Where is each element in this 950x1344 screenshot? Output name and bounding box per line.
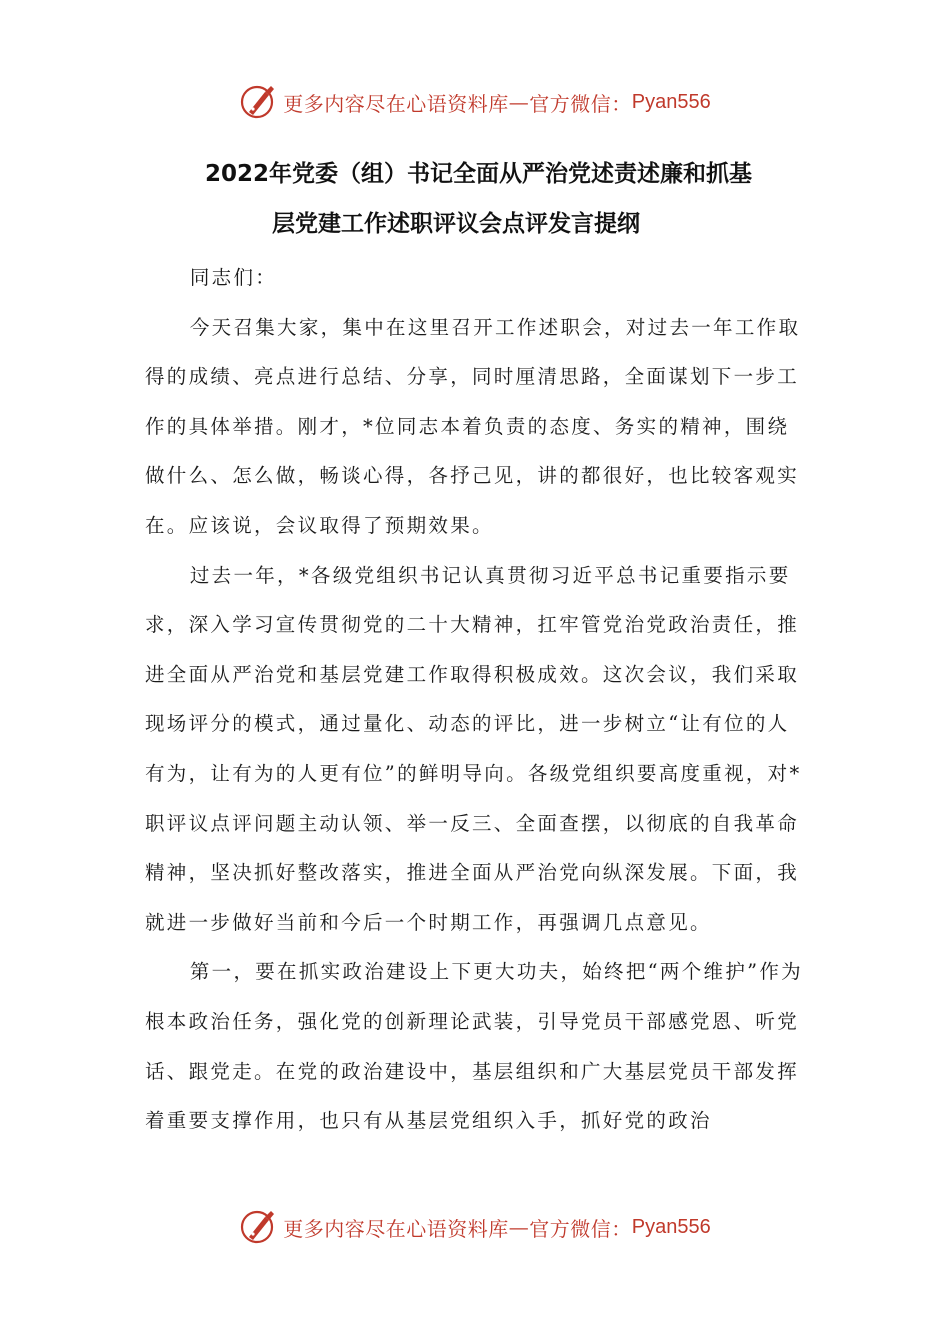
watermark-brand: 更多内容尽在心语资料库: [283, 91, 509, 116]
watermark-banner-top: [0, 80, 950, 124]
paragraph: 第一，要在抓实政治建设上下更大功夫，始终把“两个维护”作为根本政治任务，强化党的创新理论武装，引导党员干部感党恩、听党话、跟党走。在党的政治建设中，基层组织和广大基层党员干部发挥着重要支撑作用，也只有从基层党组织入手，抓好党的政治: [145, 960, 803, 1133]
paragraph: 过去一年，*各级党组织书记认真贯彻习近平总书记重要指示要求，深入学习宣传贯彻党的二十大精神，扛牢管党治党政治责任，推进全面从严治党和基层党建工作取得积极成效。这次会议，我们采取现场评分的模式，通过量化、动态的评比，进一步树立“让有位的人有为，让有为的人更有位”的鲜明导向。各级党组织要高度重视，对*职评议点评问题主动认领、举一反三、全面查摆，以彻底的自我革命精神，坚决抓好整改落实，推进全面从严治党向纵深发展。下面，我就进一步做好当前和今后一个时期工作，再强调几点意见。: [145, 563, 802, 934]
document-title-line2: 层党建工作述职评议会点评发言提纲: [272, 211, 640, 237]
watermark-wechat-label: 官方微信：: [529, 1216, 632, 1241]
paragraph: 今天召集大家，集中在这里召开工作述职会，对过去一年工作取得的成绩、亮点进行总结、分享，同时厘清思路，全面谋划下一步工作的具体举措。刚才，*位同志本着负责的态度、务实的精神，围绕做什么、怎么做，畅谈心得，各抒己见，讲的都很好，也比较客观实在。应该说，会议取得了预期效果。: [145, 315, 801, 537]
watermark-wechat-id: Pyan556: [631, 90, 711, 113]
pen-nib-seal-icon: [239, 82, 279, 122]
watermark-dash: —: [508, 1215, 530, 1239]
document-body: [145, 253, 810, 1146]
greeting: 同志们：: [189, 266, 278, 289]
watermark-dash: —: [508, 90, 530, 114]
watermark-wechat-id: Pyan556: [631, 1215, 711, 1238]
document-title-line1: 2022年党委（组）书记全面从严治党述责述廉和抓基: [205, 161, 753, 187]
watermark-banner-bottom: [0, 1205, 950, 1249]
pen-nib-seal-icon: [239, 1207, 279, 1247]
watermark-brand: 更多内容尽在心语资料库: [283, 1216, 509, 1241]
watermark-wechat-label: 官方微信：: [529, 91, 632, 116]
